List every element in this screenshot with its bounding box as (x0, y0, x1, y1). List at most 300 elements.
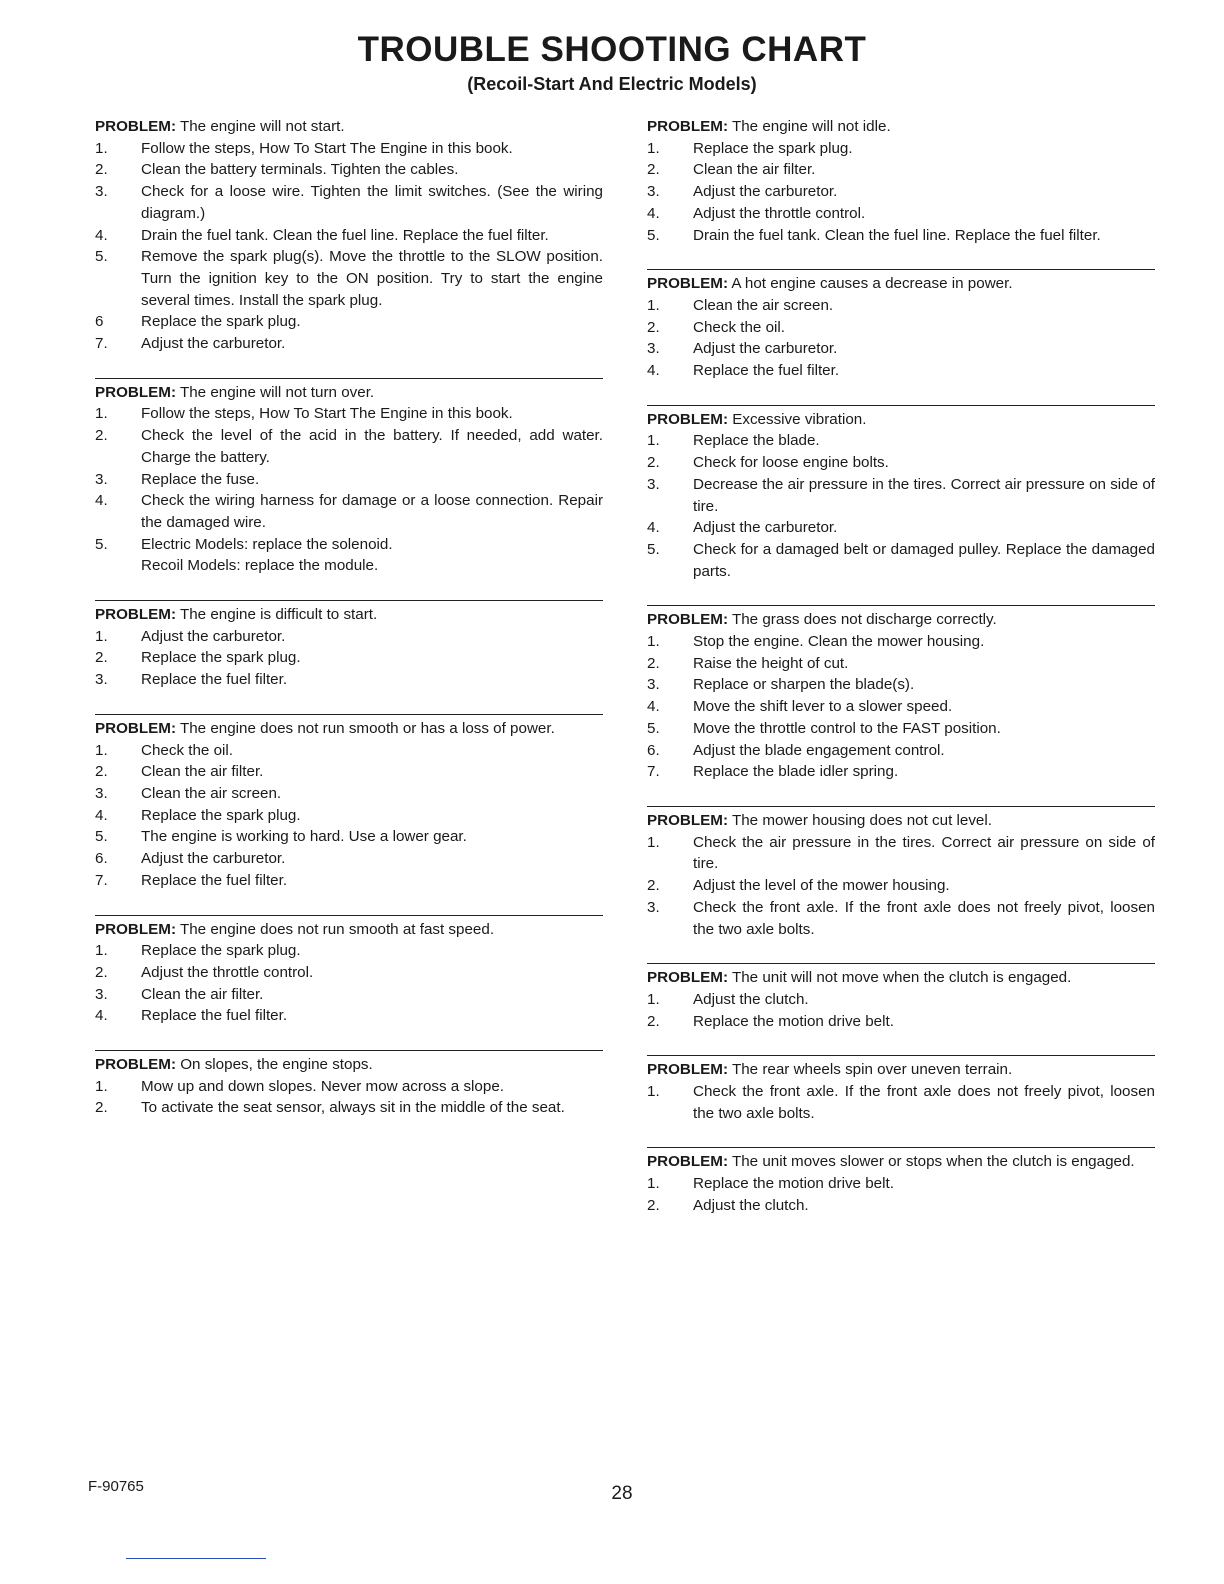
step-text (141, 783, 603, 805)
step-line: Adjust the clutch. (693, 1196, 809, 1214)
step-line: Replace the motion drive belt. (693, 1175, 894, 1193)
step-line: Check for a damaged belt or damaged pulley. Replace the damaged parts. (693, 540, 1155, 580)
step-text (141, 138, 603, 160)
step-text (141, 626, 603, 648)
document-code: F-90765 (88, 1478, 144, 1495)
step-item (647, 674, 1155, 696)
step-line: Follow the steps, How To Start The Engine in this book. (141, 405, 513, 423)
step-text (693, 1081, 1155, 1124)
step-number: 2. (647, 877, 660, 895)
step-text (693, 761, 1155, 783)
step-line: Move the shift lever to a slower speed. (693, 698, 953, 716)
step-number: 2. (647, 1196, 660, 1214)
step-text (693, 1173, 1155, 1195)
problem-section (647, 963, 1155, 1032)
problem-heading (95, 718, 603, 740)
step-line: Raise the height of cut. (693, 654, 849, 672)
step-number: 7. (95, 335, 108, 353)
step-list (647, 295, 1155, 382)
step-list (647, 430, 1155, 582)
step-line: Adjust the carburetor. (141, 335, 286, 353)
problem-label: PROBLEM: (95, 920, 176, 938)
step-number: 1. (647, 1175, 660, 1193)
step-number: 3. (647, 898, 660, 916)
step-line: Replace the fuel filter. (693, 362, 840, 380)
step-line: Clean the air filter. (693, 161, 816, 179)
problem-heading (647, 116, 1155, 138)
step-text (141, 181, 603, 224)
step-line: Replace the blade idler spring. (693, 763, 899, 781)
step-list (647, 1081, 1155, 1124)
step-text (141, 870, 603, 892)
step-item (647, 1081, 1155, 1124)
step-number: 1. (95, 139, 108, 157)
step-list (95, 740, 603, 892)
step-number: 3. (647, 340, 660, 358)
step-text (693, 517, 1155, 539)
step-text (141, 962, 603, 984)
step-text (693, 897, 1155, 940)
problem-heading (95, 116, 603, 138)
step-item (647, 1011, 1155, 1033)
step-item (647, 989, 1155, 1011)
step-item (647, 360, 1155, 382)
step-number: 2. (95, 1099, 108, 1117)
step-line: Clean the air filter. (141, 763, 264, 781)
step-number: 2. (647, 1012, 660, 1030)
step-list (647, 631, 1155, 783)
step-number: 1. (95, 405, 108, 423)
step-text (693, 225, 1155, 247)
step-text (141, 761, 603, 783)
step-number: 1. (647, 833, 660, 851)
step-item (95, 1097, 603, 1119)
problem-heading (95, 1054, 603, 1076)
step-number: 3. (95, 470, 108, 488)
step-number: 5. (95, 535, 108, 553)
problem-label: PROBLEM: (647, 118, 728, 135)
step-text (693, 159, 1155, 181)
step-text (141, 311, 603, 333)
step-line: Drain the fuel tank. Clean the fuel line. Replace the fuel filter. (141, 226, 549, 244)
step-text (141, 669, 603, 691)
step-text (693, 718, 1155, 740)
step-line: Replace the fuse. (141, 470, 260, 488)
step-line: Recoil Models: replace the module. (141, 557, 379, 575)
problem-description: The rear wheels spin over uneven terrain. (731, 1061, 1013, 1079)
step-text (693, 474, 1155, 517)
step-text (693, 674, 1155, 696)
step-item (95, 138, 603, 160)
step-line: Move the throttle control to the FAST position. (693, 719, 1001, 737)
step-number: 1. (647, 633, 660, 651)
step-line: Check the air pressure in the tires. Correct air pressure on side of tire. (693, 833, 1155, 873)
step-number: 3. (95, 183, 108, 201)
step-text (141, 1076, 603, 1098)
step-number: 4. (647, 698, 660, 716)
step-text (693, 1195, 1155, 1217)
step-number: 4. (647, 204, 660, 222)
step-list (95, 626, 603, 691)
step-line: Adjust the carburetor. (141, 627, 286, 645)
step-number: 1. (95, 942, 108, 960)
step-text (141, 225, 603, 247)
problem-heading (647, 409, 1155, 431)
footer-rule (126, 1558, 266, 1559)
step-item (95, 805, 603, 827)
step-line: Check the front axle. If the front axle does not freely pivot, loosen the two axle bolts. (693, 1083, 1155, 1122)
step-item (647, 696, 1155, 718)
step-line: Adjust the level of the mower housing. (693, 877, 950, 895)
problem-heading (95, 604, 603, 626)
step-number: 1. (647, 296, 660, 314)
step-item (647, 1173, 1155, 1195)
problem-section (647, 116, 1155, 246)
step-number: 4. (95, 1007, 108, 1025)
problem-heading (647, 1151, 1155, 1173)
step-line: Clean the air filter. (141, 985, 264, 1003)
problem-label: PROBLEM: (95, 118, 176, 135)
problem-heading (95, 382, 603, 404)
step-list (95, 403, 603, 577)
step-line: Stop the engine. Clean the mower housing. (693, 633, 985, 651)
step-item (647, 631, 1155, 653)
step-text (141, 805, 603, 827)
step-line: Replace the fuel filter. (141, 1007, 288, 1025)
step-line: Replace the motion drive belt. (693, 1012, 894, 1030)
step-line: Replace the spark plug. (141, 806, 301, 824)
step-number: 2. (647, 454, 660, 472)
step-item (95, 333, 603, 355)
step-item (95, 669, 603, 691)
step-text (693, 875, 1155, 897)
step-text (141, 425, 603, 468)
step-list (95, 940, 603, 1027)
step-number: 4. (647, 362, 660, 380)
problem-section (647, 1055, 1155, 1124)
step-line: Adjust the carburetor. (693, 340, 838, 358)
step-line: Replace or sharpen the blade(s). (693, 676, 915, 694)
step-item (95, 403, 603, 425)
problem-label: PROBLEM: (95, 719, 176, 737)
step-line: Drain the fuel tank. Clean the fuel line. Replace the fuel filter. (693, 226, 1101, 244)
step-list (95, 138, 603, 355)
step-number: 2. (95, 763, 108, 781)
problem-description: The engine does not run smooth or has a loss of power. (179, 719, 555, 737)
step-list (647, 989, 1155, 1032)
problem-description: A hot engine causes a decrease in power. (731, 275, 1013, 293)
step-item (95, 647, 603, 669)
step-item (647, 897, 1155, 940)
problem-heading (647, 273, 1155, 295)
step-text (693, 317, 1155, 339)
step-line: Adjust the blade engagement control. (693, 741, 945, 759)
problem-label: PROBLEM: (95, 1056, 176, 1074)
step-number: 1. (95, 741, 108, 759)
step-text (141, 403, 603, 425)
problem-label: PROBLEM: (647, 410, 728, 428)
step-line: Check the level of the acid in the battery. If needed, add water. Charge the battery. (141, 427, 603, 466)
step-number: 3. (95, 784, 108, 802)
step-item (95, 469, 603, 491)
problem-label: PROBLEM: (647, 1153, 728, 1171)
step-line: Replace the spark plug. (141, 942, 301, 960)
step-item (647, 452, 1155, 474)
step-line: Clean the battery terminals. Tighten the cables. (141, 161, 459, 179)
step-line: Replace the spark plug. (693, 139, 853, 157)
step-line: Mow up and down slopes. Never mow across a slope. (141, 1077, 504, 1095)
step-item (647, 225, 1155, 247)
step-item (647, 430, 1155, 452)
step-line: Check the front axle. If the front axle does not freely pivot, loosen the two axle bolts. (693, 898, 1155, 938)
step-line: Adjust the carburetor. (693, 519, 838, 537)
problem-description: The mower housing does not cut level. (731, 811, 992, 829)
problem-description: The grass does not discharge correctly. (731, 611, 997, 629)
step-number: 5. (647, 540, 660, 558)
step-number: 2. (95, 161, 108, 179)
page-subtitle: (Recoil-Start And Electric Models) (467, 74, 757, 94)
step-line: Check the oil. (141, 741, 234, 759)
step-item (95, 181, 603, 224)
step-item (95, 984, 603, 1006)
problem-label: PROBLEM: (647, 969, 728, 987)
problem-heading (647, 609, 1155, 631)
step-text (141, 984, 603, 1006)
step-text (693, 295, 1155, 317)
step-number: 2. (647, 318, 660, 336)
step-text (141, 534, 603, 577)
step-item (95, 962, 603, 984)
problem-label: PROBLEM: (95, 383, 176, 401)
step-text (141, 490, 603, 533)
step-line: Decrease the air pressure in the tires. Correct air pressure on side of tire. (693, 475, 1155, 515)
step-text (141, 246, 603, 311)
step-text (141, 469, 603, 491)
step-item (647, 317, 1155, 339)
step-number: 4. (95, 806, 108, 824)
problem-description: The engine does not run smooth at fast speed. (179, 920, 495, 938)
step-item (647, 181, 1155, 203)
problem-heading (647, 967, 1155, 989)
step-text (693, 832, 1155, 875)
step-number: 3. (647, 475, 660, 493)
step-text (693, 360, 1155, 382)
step-number: 5. (95, 248, 108, 266)
step-text (141, 848, 603, 870)
step-item (647, 474, 1155, 517)
problem-label: PROBLEM: (647, 275, 728, 293)
step-number: 6. (647, 741, 660, 759)
step-line: Adjust the throttle control. (693, 204, 866, 222)
step-number: 2. (95, 963, 108, 981)
step-item (95, 1005, 603, 1027)
step-item (95, 246, 603, 311)
step-number: 3. (95, 985, 108, 1003)
problem-label: PROBLEM: (647, 611, 728, 629)
step-item (647, 338, 1155, 360)
step-number: 2. (95, 649, 108, 667)
problem-section (95, 116, 603, 355)
step-text (141, 159, 603, 181)
step-item (95, 761, 603, 783)
problem-section (647, 1147, 1155, 1216)
step-text (141, 1097, 603, 1119)
step-number: 2. (647, 161, 660, 179)
left-column (95, 116, 603, 1119)
step-line: Clean the air screen. (141, 784, 282, 802)
step-line: Check the oil. (693, 318, 786, 336)
step-text (693, 452, 1155, 474)
step-text (693, 338, 1155, 360)
problem-section (95, 1050, 603, 1119)
step-number: 6 (95, 313, 104, 331)
problem-label: PROBLEM: (647, 811, 728, 829)
step-number: 3. (95, 671, 108, 689)
problem-section (647, 605, 1155, 783)
problem-description: The engine will not idle. (731, 118, 891, 135)
step-number: 2. (647, 654, 660, 672)
problem-description: The engine is difficult to start. (179, 606, 378, 624)
step-text (693, 1011, 1155, 1033)
step-number: 5. (647, 226, 660, 244)
step-item (647, 1195, 1155, 1217)
problem-heading (95, 919, 603, 941)
step-number: 4. (647, 519, 660, 537)
step-item (95, 225, 603, 247)
step-number: 1. (647, 432, 660, 450)
step-line: Electric Models: replace the solenoid. (141, 535, 393, 553)
step-number: 3. (647, 183, 660, 201)
problem-description: Excessive vibration. (732, 410, 867, 428)
step-text (141, 333, 603, 355)
step-text (693, 653, 1155, 675)
step-item (647, 761, 1155, 783)
step-text (693, 539, 1155, 582)
problem-section (95, 915, 603, 1028)
problem-section (95, 378, 603, 577)
step-item (647, 138, 1155, 160)
step-line: Remove the spark plug(s). Move the throttle to the SLOW position. Turn the ignition key to the ON position. Try to start the engine several times. Install the spark plug. (141, 248, 603, 309)
step-item (95, 826, 603, 848)
step-number: 6. (95, 850, 108, 868)
step-list (95, 1076, 603, 1119)
step-line: Adjust the carburetor. (693, 183, 838, 201)
step-item (647, 295, 1155, 317)
step-item (647, 653, 1155, 675)
step-text (693, 203, 1155, 225)
step-text (693, 138, 1155, 160)
step-text (693, 740, 1155, 762)
step-item (647, 517, 1155, 539)
step-line: Clean the air screen. (693, 296, 834, 314)
problem-section (647, 269, 1155, 382)
step-line: Adjust the carburetor. (141, 850, 286, 868)
step-line: Check for loose engine bolts. (693, 454, 889, 472)
problem-label: PROBLEM: (647, 1061, 728, 1079)
problem-label: PROBLEM: (95, 606, 176, 624)
step-item (647, 539, 1155, 582)
problem-heading (647, 1059, 1155, 1081)
step-text (141, 1005, 603, 1027)
step-line: Check for a loose wire. Tighten the limit switches. (See the wiring diagram.) (141, 183, 603, 222)
step-item (647, 832, 1155, 875)
page-title: TROUBLE SHOOTING CHART (357, 30, 867, 69)
step-item (647, 875, 1155, 897)
step-number: 7. (95, 871, 108, 889)
problem-heading (647, 810, 1155, 832)
step-number: 5. (95, 828, 108, 846)
step-line: To activate the seat sensor, always sit in the middle of the seat. (141, 1099, 565, 1117)
step-line: Replace the fuel filter. (141, 671, 288, 689)
step-item (95, 311, 603, 333)
step-item (95, 626, 603, 648)
step-line: Replace the spark plug. (141, 649, 301, 667)
step-line: The engine is working to hard. Use a lower gear. (141, 828, 467, 846)
step-number: 1. (95, 1077, 108, 1095)
step-text (693, 430, 1155, 452)
step-item (647, 203, 1155, 225)
step-item (95, 1076, 603, 1098)
problem-description: On slopes, the engine stops. (180, 1056, 373, 1074)
step-item (95, 848, 603, 870)
step-item (95, 534, 603, 577)
step-item (95, 870, 603, 892)
step-line: Replace the blade. (693, 432, 820, 450)
problem-section (647, 806, 1155, 940)
step-text (693, 631, 1155, 653)
problem-section (95, 600, 603, 691)
problem-section (647, 405, 1155, 583)
page-number: 28 (611, 1483, 633, 1504)
step-item (95, 783, 603, 805)
problem-section (95, 714, 603, 892)
problem-description: The unit will not move when the clutch is engaged. (731, 969, 1072, 987)
step-number: 7. (647, 763, 660, 781)
right-column (647, 116, 1155, 1217)
problem-description: The engine will not turn over. (179, 383, 375, 401)
step-item (95, 425, 603, 468)
step-text (693, 696, 1155, 718)
step-text (693, 181, 1155, 203)
step-number: 3. (647, 676, 660, 694)
step-list (647, 1173, 1155, 1216)
step-item (647, 159, 1155, 181)
step-line: Follow the steps, How To Start The Engine in this book. (141, 139, 513, 157)
step-item (95, 159, 603, 181)
step-item (95, 740, 603, 762)
step-number: 1. (95, 627, 108, 645)
step-text (693, 989, 1155, 1011)
step-text (141, 647, 603, 669)
step-line: Replace the fuel filter. (141, 871, 288, 889)
step-list (647, 832, 1155, 941)
step-item (95, 940, 603, 962)
step-item (95, 490, 603, 533)
step-line: Adjust the throttle control. (141, 963, 314, 981)
step-text (141, 740, 603, 762)
problem-description: The engine will not start. (179, 118, 345, 135)
step-line: Check the wiring harness for damage or a loose connection. Repair the damaged wire. (141, 492, 603, 531)
step-list (647, 138, 1155, 247)
step-line: Adjust the clutch. (693, 990, 809, 1008)
step-number: 4. (95, 226, 108, 244)
step-number: 5. (647, 719, 660, 737)
step-number: 1. (647, 990, 660, 1008)
step-item (647, 740, 1155, 762)
step-number: 1. (647, 139, 660, 157)
step-item (647, 718, 1155, 740)
step-text (141, 826, 603, 848)
